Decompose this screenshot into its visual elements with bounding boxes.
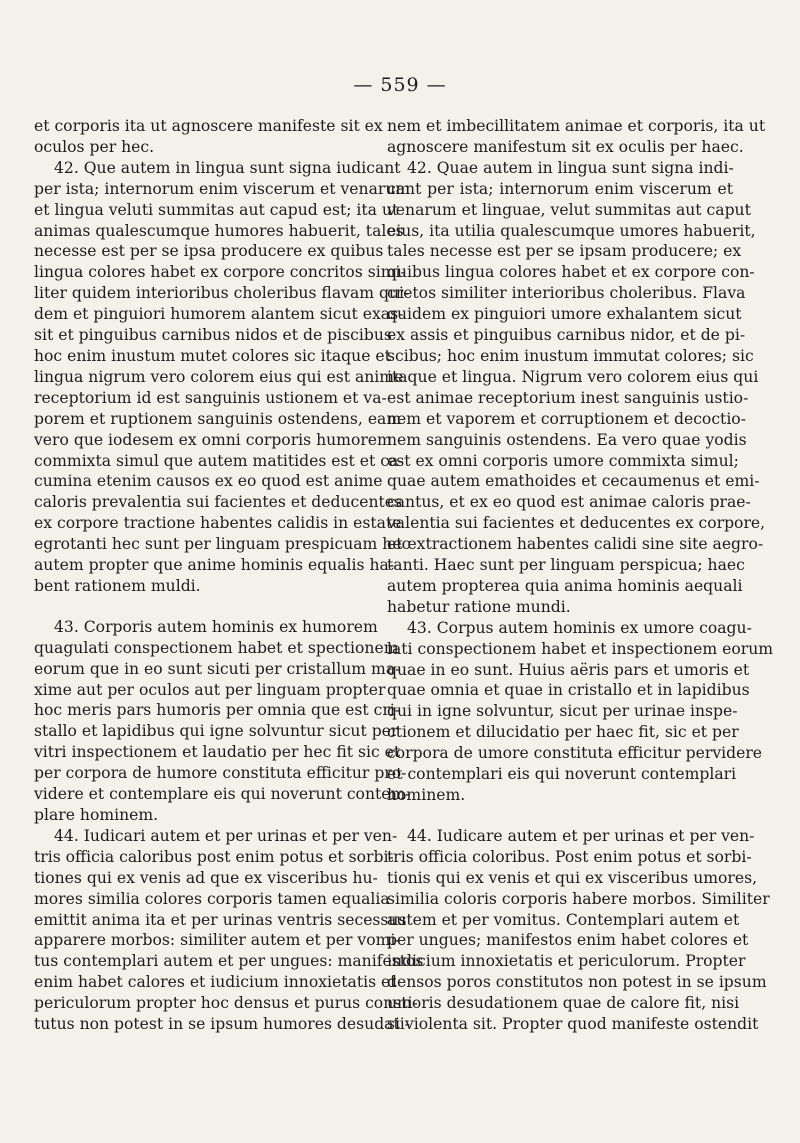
text-line: receptorium id est sanguinis ustionem et va-	[34, 388, 387, 407]
text-line: habetur ratione mundi.	[387, 597, 571, 616]
paragraph-43-start: 43. Corpus autem hominis ex umore coagu-	[407, 618, 752, 637]
text-line: liter quidem interioribus choleribus flavam qui-	[34, 284, 410, 303]
text-line: autem et per vomitus. Contemplari autem et	[387, 910, 740, 929]
text-line: animas qualescumque humores habuerit, tales	[34, 221, 404, 240]
text-line: ex assis et pinguibus carnibus nidor, et de pi-	[387, 326, 746, 345]
text-line: periculorum propter hoc densus et purus consti-	[34, 994, 418, 1013]
text-line: similia coloris corporis habere morbos. Similiter	[387, 889, 770, 908]
text-line: nem sanguinis ostendens. Ea vero quae yodis	[387, 430, 747, 449]
text-line: et contemplari eis qui noverunt contemplari	[387, 765, 737, 784]
text-line: lingua colores habet ex corpore concritos simi-	[34, 263, 406, 282]
text-line: stallo et lapidibus qui igne solvuntur sicut per	[34, 722, 399, 741]
text-line: apparere morbos: similiter autem et per vomi-	[34, 931, 401, 950]
text-line: vitri inspectionem et laudatio per hec fit sic et	[34, 743, 401, 762]
text-line: venarum et linguae, velut summitas aut caput	[387, 200, 751, 219]
text-line: valentia sui facientes et deducentes ex corpore,	[387, 514, 766, 533]
text-line: agnoscere manifestum sit ex oculis per haec.	[387, 137, 744, 156]
text-line: quagulati conspectionem habet et spectionem	[34, 638, 399, 657]
text-line: tris officia coloribus. Post enim potus et sorbi-	[387, 847, 752, 866]
text-line: videre et contemplare eis qui noverunt contem-	[34, 785, 411, 804]
text-line: tris officia caloribus post enim potus et sorbi-	[34, 847, 394, 866]
text-line: autem propter que anime hominis equalis ha-	[34, 556, 395, 575]
text-line: tus contemplari autem et per ungues: manifestos	[34, 952, 424, 971]
text-line: itaque et lingua. Nigrum vero colorem eius qui	[387, 367, 759, 386]
text-line: egrotanti hec sunt per linguam prespicuam hec	[34, 535, 411, 554]
text-line: per ungues; manifestos enim habet colores et	[387, 931, 749, 950]
text-line: tiones qui ex venis ad que ex visceribus hu-	[34, 868, 378, 887]
text-line: dem et pinguiori humorem alantem sicut exas-	[34, 305, 404, 324]
text-line: commixta simul que autem matitides est et ca-	[34, 451, 404, 470]
text-line: bent rationem muldi.	[34, 576, 201, 595]
text-line: ex corpore tractione habentes calidis in estate	[34, 514, 402, 533]
text-line: porem et ruptionem sanguinis ostendens, eam	[34, 409, 402, 428]
text-line: sit et pinguibus carnibus nidos et de piscibus	[34, 326, 392, 345]
text-line: lati conspectionem habet et inspectionem eorum	[387, 639, 774, 658]
text-line: scibus; hoc enim inustum immutat colores; sic	[387, 346, 754, 365]
text-line: plare hominem.	[34, 806, 159, 824]
text-line: indicium innoxietatis et periculorum. Propter	[387, 952, 746, 971]
text-line: cretos similiter interioribus choleribus. Flava	[387, 284, 746, 303]
text-line: quibus lingua colores habet et ex corpore con-	[387, 263, 755, 282]
text-line: si violenta sit. Propter quod manifeste ostendit	[387, 1015, 759, 1034]
paragraph-44-start: 44. Iudicare autem et per urinas et per ven-	[407, 826, 755, 845]
page-number: — 559 —	[353, 74, 447, 96]
text-line: hoc meris pars humoris per omnia que est cri-	[34, 701, 401, 720]
paragraph-43-start: 43. Corporis autem hominis ex humorem	[54, 617, 378, 636]
text-line: corpora de umore constituta efficitur pervidere	[387, 744, 763, 763]
left-column	[34, 116, 424, 1035]
text-line: quae in eo sunt. Huius aëris pars et umoris et	[387, 660, 750, 679]
text-line: et extractionem habentes calidi sine site aegro-	[387, 535, 764, 554]
paragraph-42-start: 42. Que autem in lingua sunt signa iudicant	[54, 158, 401, 177]
text-line: autem propterea quia anima hominis aequali	[387, 576, 743, 595]
text-line: et corporis ita ut agnoscere manifeste sit ex	[34, 117, 383, 135]
text-line: hominem.	[387, 786, 466, 804]
text-line: hoc enim inustum mutet colores sic itaque et	[34, 346, 391, 365]
text-line: per ista; internorum enim viscerum et venarum	[34, 179, 411, 198]
text-line: umoris desudationem quae de calore fit, nisi	[387, 994, 740, 1013]
text-line: tanti. Haec sunt per linguam perspicua; haec	[387, 556, 745, 575]
text-line: quidem ex pinguiori umore exhalantem sicut	[387, 305, 742, 324]
paragraph-42-start: 42. Quae autem in lingua sunt signa indi-	[407, 158, 734, 177]
text-line: cantus, et ex eo quod est animae caloris prae-	[387, 493, 751, 512]
right-column	[387, 116, 774, 1035]
text-line: nem et vaporem et corruptionem et decoctio-	[387, 409, 746, 428]
text-line: est animae receptorium inest sanguinis ustio-	[387, 388, 749, 407]
text-line: caloris prevalentia sui facientes et deducentes	[34, 493, 403, 512]
text-line: densos poros constitutos non potest in se ipsum	[387, 973, 767, 992]
text-line: enim habet calores et iudicium innoxietatis et	[34, 973, 397, 992]
text-line: qui in igne solvuntur, sicut per urinae inspe-	[387, 702, 738, 721]
text-line: xime aut per oculos aut per linguam propter	[34, 680, 386, 699]
text-line: cumina etenim causos ex eo quod est anime	[34, 472, 383, 491]
text-line: eius, ita utilia qualescumque umores habuerit,	[387, 221, 756, 240]
text-line: necesse est per se ipsa producere ex quibus	[34, 242, 384, 261]
text-line: per corpora de humore constituta efficitur pro-	[34, 764, 407, 783]
text-line: lingua nigrum vero colorem eius qui est anime	[34, 367, 404, 386]
text-line: et lingua veluti summitas aut capud est; ita ut	[34, 200, 399, 219]
text-line: tutus non potest in se ipsum humores desudati-	[34, 1015, 410, 1034]
text-line: vero que iodesem ex omni corporis humorem	[34, 430, 392, 449]
text-line: tionis qui ex venis et qui ex visceribus umores,	[387, 868, 758, 887]
text-line: nem et imbecillitatem animae et corporis, ita ut	[387, 117, 766, 135]
text-line: quae autem emathoides et cecaumenus et emi-	[387, 472, 760, 491]
text-line: cant per ista; internorum enim viscerum et	[387, 179, 733, 198]
text-line: quae omnia et quae in cristallo et in lapidibus	[387, 681, 750, 700]
paragraph-44-start: 44. Iudicari autem et per urinas et per ven-	[54, 826, 398, 845]
text-line: eorum que in eo sunt sicuti per cristallum ma-	[34, 659, 401, 678]
text-line: est ex omni corporis umore commixta simul;	[387, 451, 739, 470]
text-line: emittit anima ita et per urinas ventris secessus	[34, 910, 407, 929]
text-line: oculos per hec.	[34, 137, 155, 156]
text-line: mores similia colores corporis tamen equalia	[34, 889, 390, 908]
text-line: tales necesse est per se ipsam producere; ex	[387, 242, 742, 261]
text-line: ctionem et dilucidatio per haec fit, sic et per	[387, 723, 739, 742]
